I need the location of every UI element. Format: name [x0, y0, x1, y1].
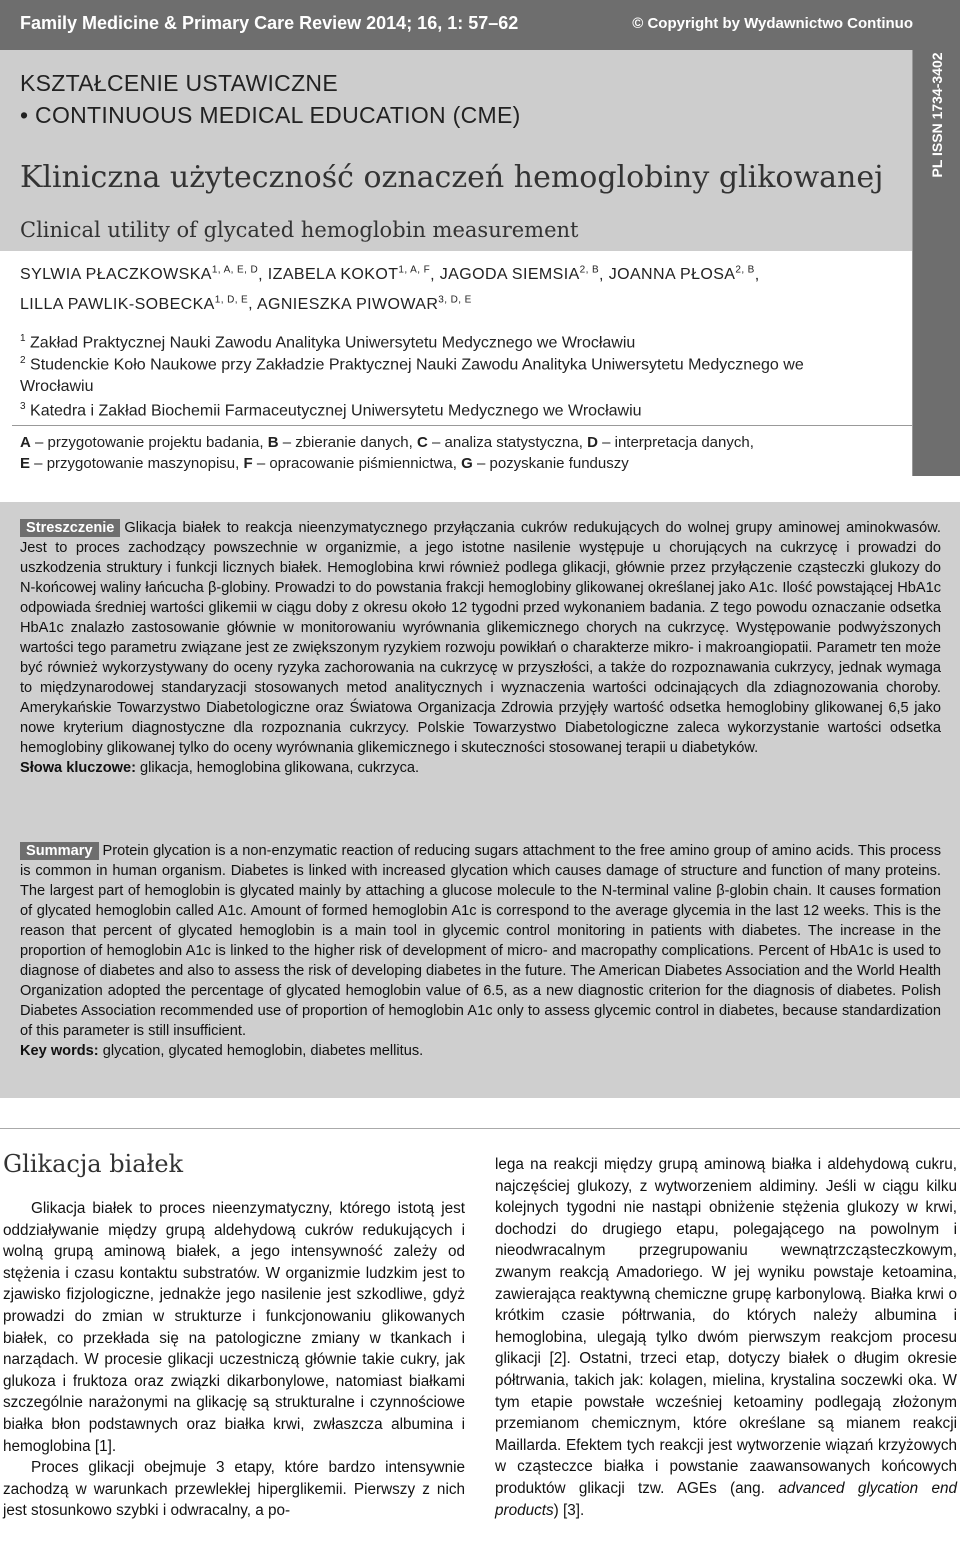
abstract-text: Glikacja białek to reakcja nieenzymatycznego przyłączania cukrów redukujących do wolnej grupy aminowej aminokwasów. Jest to proces zachodzący powszechnie w organizmie, a jego istotne nasilenie występuje u chorujących na cukrzycę i prowadzi do uszkodzenia struktury i funkcji licznych białek. Hemoglobina krwi również podlega glikacji, głównie przez przyłączenie cząsteczki glukozy do N-końcowej waliny łańcucha β-globiny. Prowadzi to do powstania frakcji hemoglobiny glikowanej określanej jako A1c. Ilość powstającej HbA1c odpowiada średniej wartości glikemii w ciągu doby z okresu około 12 tygodni przed wykonaniem badania. Z tego powodu oznaczanie odsetka HbA1c znalazło zastosowanie głównie w monitorowaniu wyrównania glikemicznego chorych na cukrzycę. Występowanie podwyższonych wartości tego parametru związane jest ze zwiększonym ryzykiem rozwoju powikłań o charakterze mikro- i makroangiopatii. Parametr ten może być również wykorzystywany do oceny ryzyka zachorowania na cukrzycę w przyszłości, a także do rozpoznawania cukrzycy, jednak wymaga to międzynarodowej standaryzacji stosowanych metod analitycznych i wyznaczenia wartości odcinających dla zdiagnozowania choroby. Amerykańskie Towarzystwo Diabetologiczne oraz Światowa Organizacja Zdrowia przyjęły wartość odsetka hemoglobiny glikowanej 6,5 jako nowe kryterium diagnostyczne dla rozpoznania cukrzycy. Polskie Towarzystwo Diabetologiczne zaleca wykorzystanie wartości odsetka hemoglobiny glikowanej tylko do oceny wyrównania glikemicznego i skuteczności stosowanej terapii u diabetyków.	[20, 520, 941, 756]
author-list: SYLWIA $PŁACZKOWSKA^{1, A, E, D}$, IZABELA $KOKOT^{1, A, F}$, JAGODA $SIEMSIA^{2, B}$, JOANNA $PŁOSA^{2, B}$, LILLA PAWLIK-$SOBECKA^{1, D, E}$, AGNIESZKA $PIWOWAR^{3, D, E}$	[20, 265, 760, 313]
title-english: Clinical utility of glycated hemoglobin measurement	[20, 218, 579, 242]
affiliation-3: $^3$ Katedra i Zakład Biochemii Farmaceutycznej Uniwersytetu Medycznego we Wrocławiu	[20, 401, 642, 420]
author: SYLWIA $PŁACZKOWSKA^{1, A, E, D}$	[20, 265, 259, 284]
keywords-polish: Słowa kluczowe: glikacja, hemoglobina glikowana, cukrzyca.	[20, 760, 420, 776]
section-line-1: KSZTAŁCENIE USTAWICZNE	[20, 70, 338, 96]
paragraph: Glikacja białek to proces nieenzymatyczny, którego istotą jest oddziaływanie między grupą aldehydową cukrów redukujących i wolną grupą aminową białek, a jego intensywność zależy od stężenia i czasu kontaktu substratów. W organizmie ludzkim jest to zjawisko fizjologiczne, jednakże jego nasilenie jest szkodliwe, gdyż prowadzi do zmian w strukturze i funkcjonowaniu glikowanych białek, co przekłada się na patologiczne zmiany w tkankach i narządach. W procesie glikacji uczestniczą głównie takie cukry, jak glukoza i fruktoza oraz związki dikarbonylowe, natomiast białkami szczególnie narażonymi na glikację są strukturalne i czynnościowe białka błon podstawnych oraz białka krwi, zwłaszcza albumina i hemoglobina [1].	[3, 1200, 465, 1455]
body-column-left	[3, 1198, 465, 1522]
body-column-right	[495, 1154, 957, 1521]
author: JAGODA $SIEMSIA^{2, B}$	[439, 265, 600, 284]
section-heading: Glikacja białek	[3, 1150, 184, 1178]
keywords-english: Key words: glycation, glycated hemoglobin, diabetes mellitus.	[20, 1043, 424, 1059]
journal-citation: Family Medicine & Primary Care Review 2014; 16, 1: 57–62	[20, 13, 519, 33]
paragraph: Proces glikacji obejmuje 3 etapy, które bardzo intensywnie zachodzą w warunkach przewlekłej hiperglikemii. Pierwszy z nich jest stosunkowo szybki i odwracalny, a po-	[3, 1459, 465, 1520]
summary-tag: Summary	[20, 842, 99, 860]
divider	[0, 1128, 960, 1129]
section-line-2: • CONTINUOUS MEDICAL EDUCATION (CME)	[20, 102, 521, 128]
abstract-polish	[20, 518, 941, 778]
title-polish: Kliniczna użyteczność oznaczeń hemoglobiny glikowanej	[20, 160, 884, 195]
abstract-english	[20, 841, 941, 1061]
divider	[12, 425, 913, 426]
affiliation-1: $^1$ Zakład Praktycznej Nauki Zawodu Analityka Uniwersytetu Medycznego we Wrocławiu	[20, 333, 636, 352]
abstract-tag: Streszczenie	[20, 519, 120, 537]
affiliation-2: $^2$ Studenckie Koło Naukowe przy Zakładzie Praktycznej Nauki Zawodu Analityka Uniwersytetu Medycznego we Wrocławiu	[20, 355, 804, 396]
paragraph: lega na reakcji między grupą aminową białka i aldehydową cukru, najczęściej glukozy, z wytworzeniem aldiminy. Jeśli w ciągu kilku kolejnych tygodni nie nastąpi obniżenie stężenia glukozy w krwi, dochodzi do drugiego etapu, polegającego na powolnym i nieodwracalnym przegrupowaniu wewnątrzcząsteczkowym, zwanym reakcją Amadoriego. W jej wyniku powstaje ketoamina, zawierająca reaktywną chemiczne grupę karbonylową. Białka krwi o krótkim czasie półtrwania, do których należy albumina i hemoglobina, ulegają tylko dwóm pierwszym reakcjom procesu glikacji [2]. Ostatni, trzeci etap, dotyczy białek o długim okresie półtrwania, takich jak: kolagen, mielina, krystalina soczewki oka. W tym etapie powstałe wcześniej ketoaminy podlegają złożonym przemianom chemicznym, które określane są mianem reakcji Maillarda. Efektem tych reakcji jest wytworzenie wiązań krzyżowych w cząsteczce białka i powstanie zaawansowanych końcowych produktów glikacji tzw. AGEs (ang. advanced glycation end products) [3].	[495, 1156, 957, 1519]
contributions: A – przygotowanie projektu badania, B – zbieranie danych, C – analiza statystyczna, D – interpretacja danych, E – przygotowanie maszynopisu, F – opracowanie piśmiennictwa, G – pozyskanie funduszy	[20, 434, 754, 472]
section-label	[20, 67, 521, 131]
author: LILLA PAWLIK-$SOBECKA^{1, D, E}$	[20, 294, 249, 313]
divider	[912, 50, 913, 476]
issn-label: PL ISSN 1734-3402	[929, 52, 945, 178]
author: JOANNA $PŁOSA^{2, B}$	[608, 265, 755, 284]
copyright-notice: © Copyright by Wydawnictwo Continuo	[632, 15, 913, 32]
journal-header-bar	[0, 0, 960, 50]
author: AGNIESZKA $PIWOWAR^{3, D, E}$	[256, 294, 472, 313]
summary-text: Protein glycation is a non-enzymatic reaction of reducing sugars attachment to the free amino group of amino acids. This process is common in human organism. Diabetes is linked with increased glycation which causes damage of structure and function of many proteins. The largest part of hemoglobin is glycated mainly by attaching a glucose molecule to the N-terminal valine β-globin chain. It causes formation of glycated hemoglobin called A1c. Amount of formed hemoglobin A1c is correspond to the average glycemia in the last 12 weeks. This is the reason that percent of glycated hemoglobin is a main tool in glycemic control monitoring in patients with diabetes. The increase in the proportion of hemoglobin A1c is linked to the higher risk of development of micro- and macropathy complications. Percent of HbA1c is used to diagnose of diabetes and also to assess the risk of developing diabetes in the future. The American Diabetes Association and the World Health Organization adopted the percentage of glycated hemoglobin value of 6.5, as a new diagnostic criterion for the diagnosis of diabetes. Polish Diabetes Association recommended use of proportion of hemoglobin A1c only to assess glycemic control in diabetes, because standardization of this parameter is still insufficient.	[20, 843, 941, 1039]
author: IZABELA $KOKOT^{1, A, F}$	[267, 265, 431, 284]
